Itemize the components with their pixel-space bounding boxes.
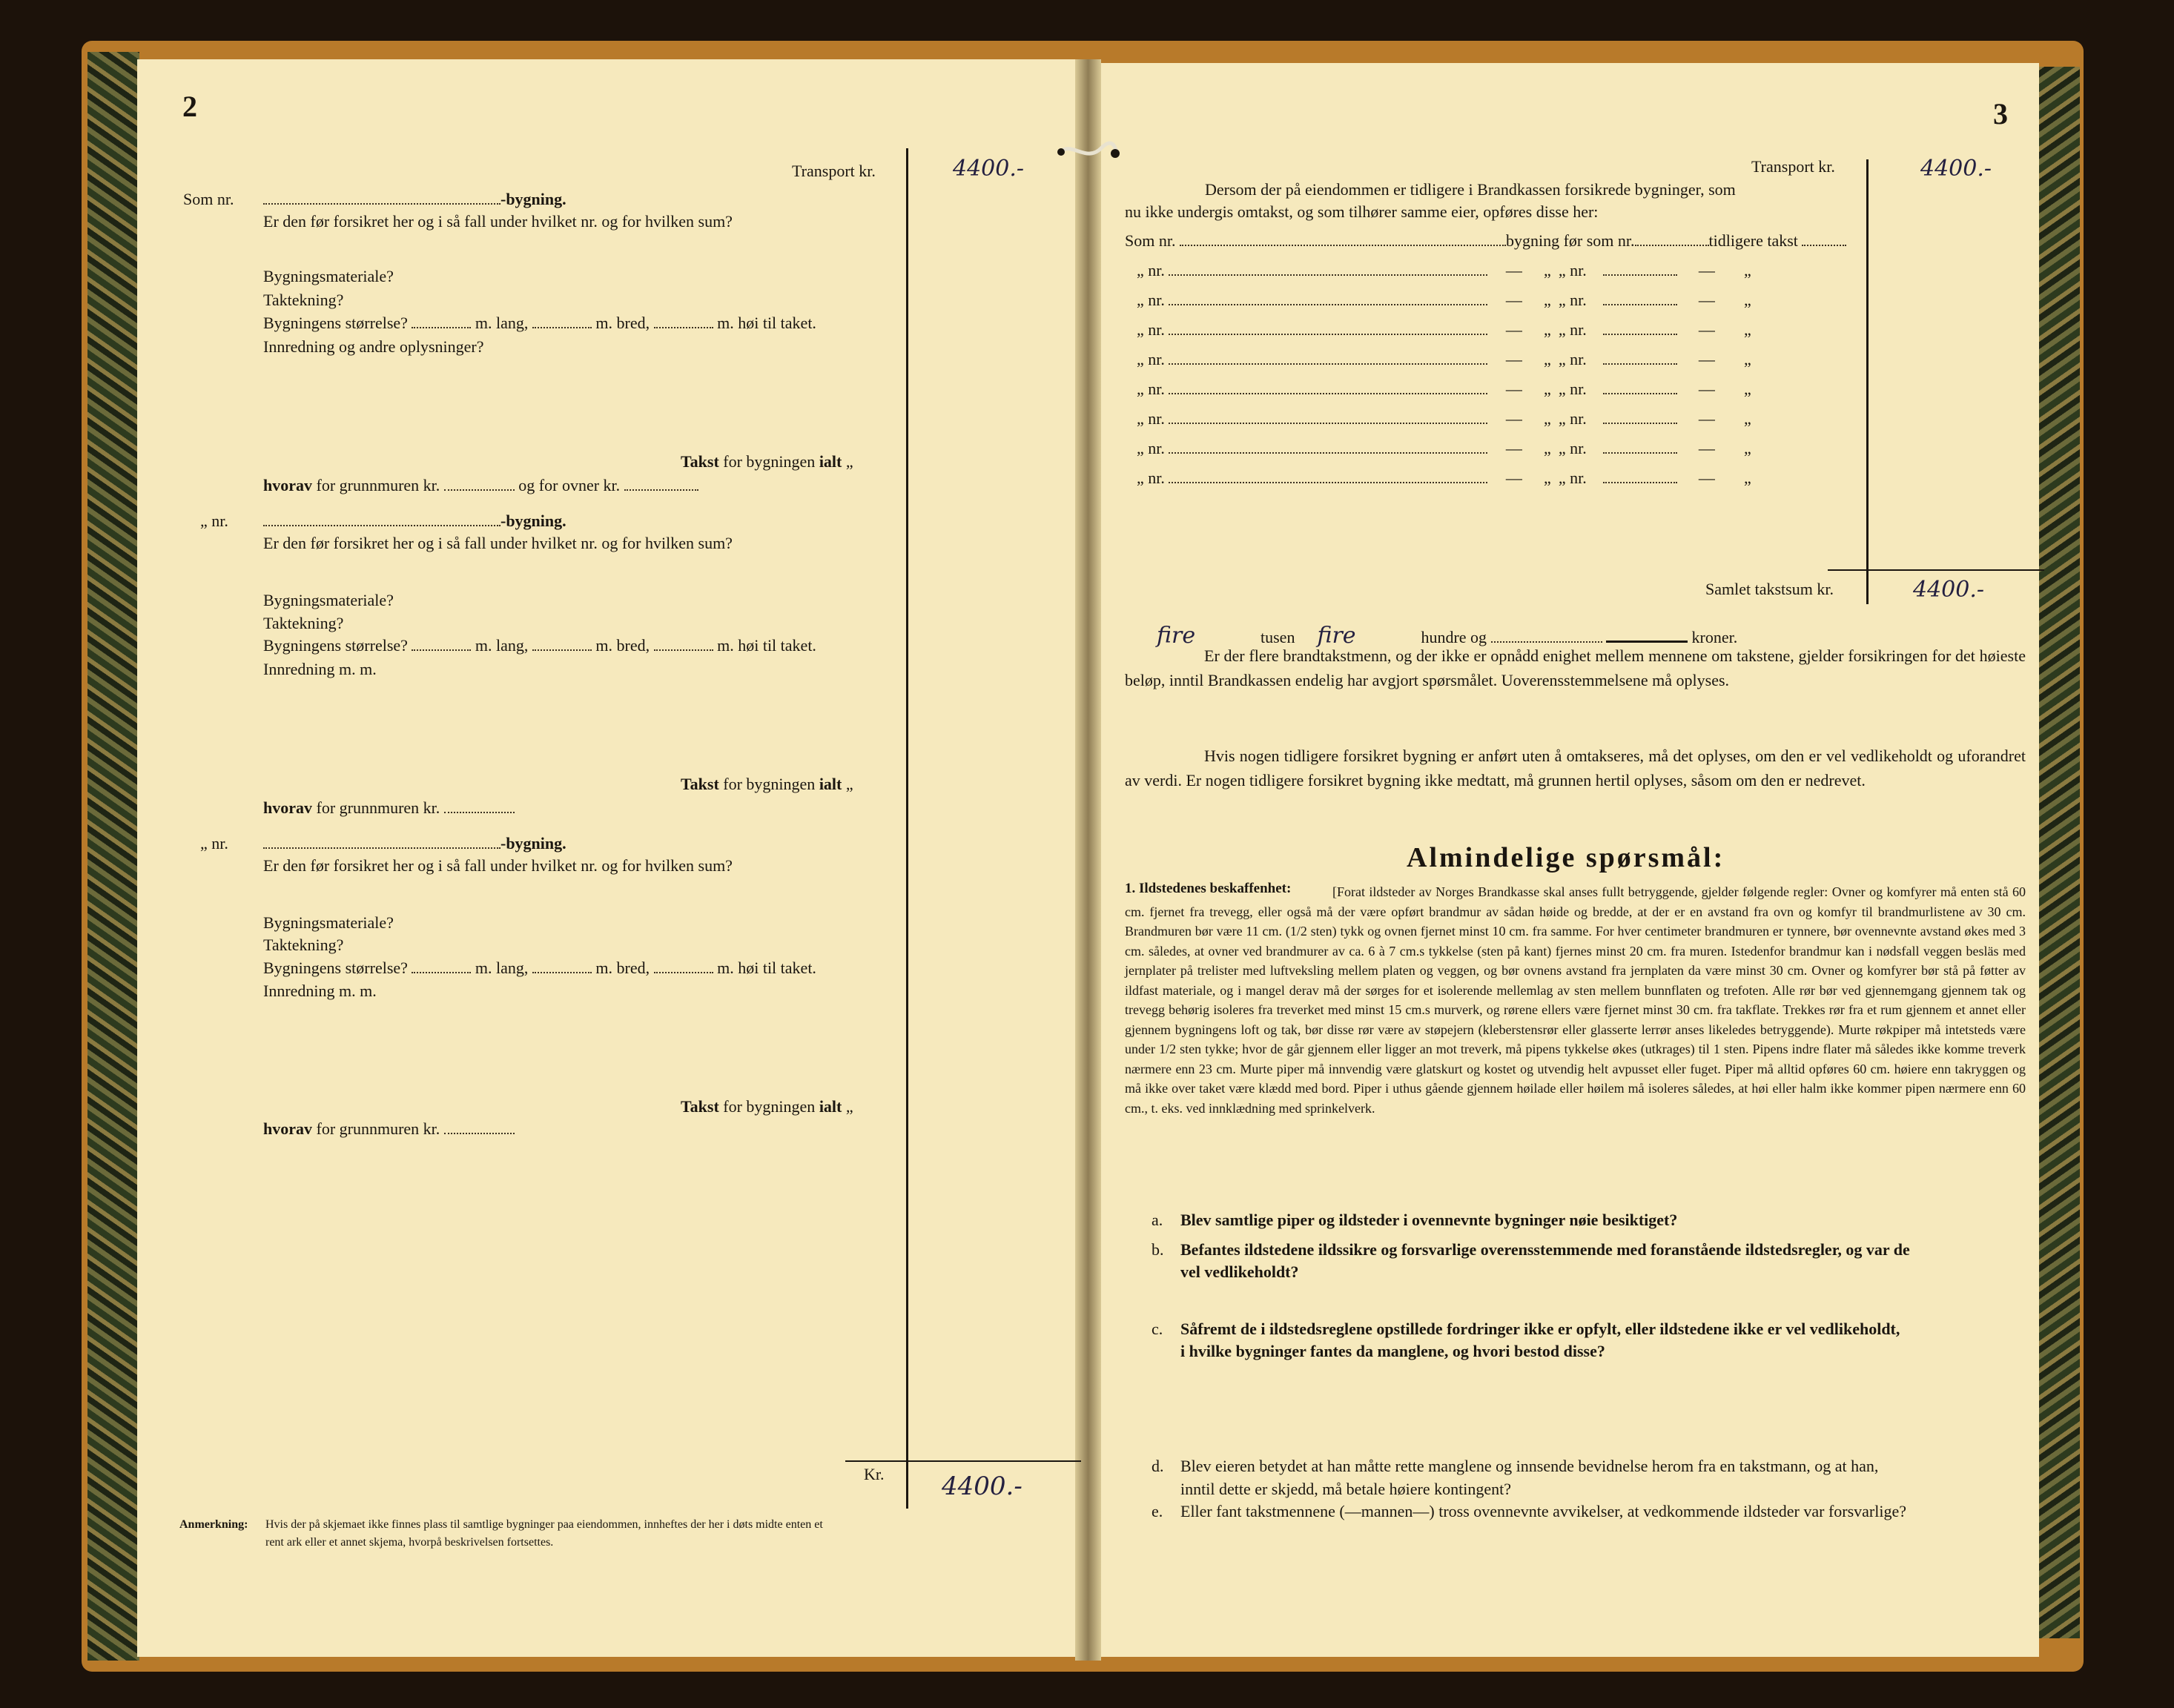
question-b-letter: b. — [1152, 1240, 1164, 1259]
ditto-nr-3: „ nr. — [200, 834, 228, 853]
size-row-3: Bygningens størrelse? m. lang, m. bred, m. høi til taket. — [263, 959, 816, 977]
question-1-label: 1. Ildstedenes beskaffenhet: — [1125, 881, 1292, 896]
takst-row-3: Takst for bygningen ialt „ — [681, 1097, 853, 1116]
section-title: Almindelige spørsmål: — [1407, 842, 1725, 873]
building-entry-3: -bygning. — [263, 834, 566, 853]
left-kr-value: 4400.- — [942, 1472, 1022, 1501]
question-c-line-2: i hvilke bygninger fantes da manglene, og hvori bestod disse? — [1180, 1342, 1605, 1360]
material-label-2: Bygningsmateriale? — [263, 591, 394, 609]
roof-label-3: Taktekning? — [263, 936, 344, 954]
intro-line-2: nu ikke undergis omtakst, og som tilhører samme eier, opføres disse her: — [1125, 202, 1599, 221]
prior-building-row: „ nr. — „ „ nr. — „ — [1137, 469, 1751, 487]
prior-building-row: „ nr. — „ „ nr. — „ — [1137, 320, 1751, 339]
size-row-1: Bygningens størrelse? m. lang, m. bred, m. høi til taket. — [263, 314, 816, 332]
hvorav-row-3: hvorav for grunnmuren kr. — [263, 1119, 515, 1139]
hvorav-row-1: hvorav for grunnmuren kr. og for ovner kr. — [263, 476, 698, 495]
left-transport-value: 4400.- — [953, 156, 1025, 182]
question-a: Blev samtlige piper og ildsteder i ovennevnte bygninger nøie besiktiget? — [1180, 1211, 1678, 1229]
note-line-2: rent ark eller et annet skjema, hvorpå beskrivelsen fortsettes. — [265, 1536, 554, 1549]
fireplace-rules: [Forat ildsteder av Norges Brandkasse skal anses fullt betryggende, gjelder følgende regler: Ovner og komfyrer må enten stå 60 cm. fjernet fra trevegg, eller også må der være opført brandmur av sådan høide og bredde, at der er en avstand fra ovn og komfyr til brandmurlistene av 30 cm. Brandmuren bør være 11 cm. (1/2 sten) tykk og ovnen fjernet minst 10 cm. fra samme. For hver centimeter brandmuren er tynnere, bør ovennevnte avstand økes med 3 cm. således, at ovner ved brandmurer av ca. 6 à 7 cm.s tykkelse (sten på kant) fjernes minst 20 cm. fra muren. Istedenfor brandmur kan i nødsfall veggen besläs med jernplater på trelister med luftveksling mellem platen og veggen, og bør ovnens avstand fra jernplaten da være minst 30 cm. Ovner og komfyrer bør stå på føtter av ildfast materiale, og i mangel derav må der sørges for et isolerende mellemlag av sten mellem bunnflaten og trefoten. Alle rør bør ved gjennemgang gjennem tak og trevegg behørig isoleres fra treverket med minst 15 cm.s murverk, og rørene ellers være fjernet minst 30 cm. fra takflate. Trekkes rør fra et rum gjennem et annet eller gjennem bygningens loft og tak, bør disse rør være av støpejern (kleberstensrør eller glasserte lerrør anses likeledes betryggende). Murte røkpiper må intetsteds være under 1/2 sten tykke; hvor de går gjennem eller ligger an mot treverk, må pipens tykkelse økes (utkrages) til 1 sten. Pipens indre flater må således ikke komme treverk nærmere enn 23 cm. Murte piper må innvendig være glatskurt og kostet og utvendig helt avpusset eller fuget. Piper må alltid opføres 60 cm. høiere enn takryggen og må ikke over taket være klædd med bord. Piper i uthus gående gjennem høilade eller høilem må isoleres således, at høi eller halm ikke kommer pipen nærmere enn 60 cm., t. eks. ved innklædning med sprinkelverk. — [1125, 884, 2026, 1116]
building-entry-2: -bygning. — [263, 512, 566, 531]
prior-building-row: „ nr. — „ „ nr. — „ — [1137, 380, 1751, 398]
total-rule — [1828, 569, 2044, 571]
left-transport-label: Transport kr. — [792, 162, 876, 180]
insured-question-1: Er den før forsikret her og i så fall under hvilket nr. og for hvilken sum? — [263, 212, 733, 231]
total-value: 4400.- — [1913, 577, 1985, 603]
building-entry-1: -bygning. — [263, 190, 566, 209]
question-b-line-2: vel vedlikeholdt? — [1180, 1262, 1299, 1281]
intro-line-1: Dersom der på eiendommen er tidligere i Brandkassen forsikrede bygninger, som — [1205, 180, 1736, 199]
right-amount-column-line — [1866, 159, 1869, 604]
paragraph-appraisers: Er der flere brandtakstmenn, og der ikke er opnådd enighet mellem mennene om takstene, gjelder forsikringen for det høieste beløp, inntil Brandkassen endelig har avgjort spørsmålet. Uoverensstemmelsene må oplyses. — [1125, 646, 2026, 689]
insured-question-3: Er den før forsikret her og i så fall under hvilket nr. og for hvilken sum? — [263, 856, 733, 875]
question-c-line-1: Såfremt de i ildstedsreglene opstillede fordringer ikke er opfylt, eller ildstedene ikke er vel vedlikeholdt, — [1180, 1320, 1900, 1338]
total-label: Samlet takstsum kr. — [1705, 580, 1834, 598]
question-b-line-1: Befantes ildstedene ildssikre og forsvarlige overensstemmende med foranstående ildstedsregler, og var de — [1180, 1240, 1910, 1259]
prior-building-row: „ nr. — „ „ nr. — „ — [1137, 291, 1751, 309]
prior-building-row: „ nr. — „ „ nr. — „ — [1137, 261, 1751, 279]
note-label: Anmerkning: — [179, 1518, 248, 1531]
amount-in-words: fire tusen fire hundre og kroner. — [1157, 623, 1738, 649]
question-d-letter: d. — [1152, 1457, 1164, 1475]
question-e-letter: e. — [1152, 1502, 1163, 1520]
right-transport-value: 4400.- — [1920, 156, 1992, 182]
takst-row-2: Takst for bygningen ialt „ — [681, 775, 853, 793]
interior-label-1: Innredning og andre oplysninger? — [263, 337, 484, 356]
binding-string — [1057, 137, 1120, 165]
page-number-right: 3 — [1993, 97, 2008, 130]
interior-label-3: Innredning m. m. — [263, 982, 377, 1000]
roof-label-2: Taktekning? — [263, 614, 344, 632]
prior-table-header: Som nr. bygning før som nr. tidligere takst — [1125, 231, 1846, 251]
left-amount-column-line — [906, 148, 908, 1509]
material-label-3: Bygningsmateriale? — [263, 913, 394, 932]
size-row-2: Bygningens størrelse? m. lang, m. bred, m. høi til taket. — [263, 636, 816, 655]
somnr-label: Som nr. — [183, 190, 234, 208]
note-line-1: Hvis der på skjemaet ikke finnes plass til samtlige bygninger paa eiendommen, innheftes der her i døts midte enten et — [265, 1518, 823, 1531]
kr-top-rule — [845, 1460, 1081, 1462]
interior-label-2: Innredning m. m. — [263, 660, 377, 678]
question-d-line-2: inntil dette er skjedd, må betale høiere kontingent? — [1180, 1480, 1511, 1498]
question-d-line-1: Blev eieren betydet at han måtte rette manglene og innsende bevidnelse herom fra en takstmann, og at han, — [1180, 1457, 1879, 1475]
takst-row-1: Takst for bygningen ialt „ — [681, 452, 853, 471]
marbled-edge-right — [2035, 67, 2080, 1638]
roof-label-1: Taktekning? — [263, 291, 344, 309]
insured-question-2: Er den før forsikret her og i så fall under hvilket nr. og for hvilken sum? — [263, 534, 733, 552]
hvorav-row-2: hvorav for grunnmuren kr. — [263, 798, 515, 818]
question-a-letter: a. — [1152, 1211, 1163, 1229]
question-c-letter: c. — [1152, 1320, 1163, 1338]
question-e: Eller fant takstmennene (—mannen—) tross ovennevnte avvikelser, at vedkommende ildsteder var forsvarlige? — [1180, 1502, 1906, 1520]
paragraph-prior-buildings: Hvis nogen tidligere forsikret bygning er anført uten å omtakseres, må det oplyses, om den er vel vedlikeholdt og uforandret av verdi. Er nogen tidligere forsikret bygning ikke medtatt, må grunnen hertil oplyses, såsom om den er nedrevet. — [1125, 747, 2026, 790]
left-kr-label: Kr. — [864, 1465, 885, 1483]
material-label-1: Bygningsmateriale? — [263, 267, 394, 285]
book-gutter — [1075, 59, 1101, 1661]
prior-building-row: „ nr. — „ „ nr. — „ — [1137, 409, 1751, 428]
prior-building-row: „ nr. — „ „ nr. — „ — [1137, 439, 1751, 457]
ditto-nr-2: „ nr. — [200, 512, 228, 530]
right-transport-label: Transport kr. — [1751, 157, 1835, 176]
page-number-left: 2 — [182, 90, 197, 123]
prior-building-row: „ nr. — „ „ nr. — „ — [1137, 350, 1751, 368]
marbled-edge-left — [87, 52, 139, 1661]
